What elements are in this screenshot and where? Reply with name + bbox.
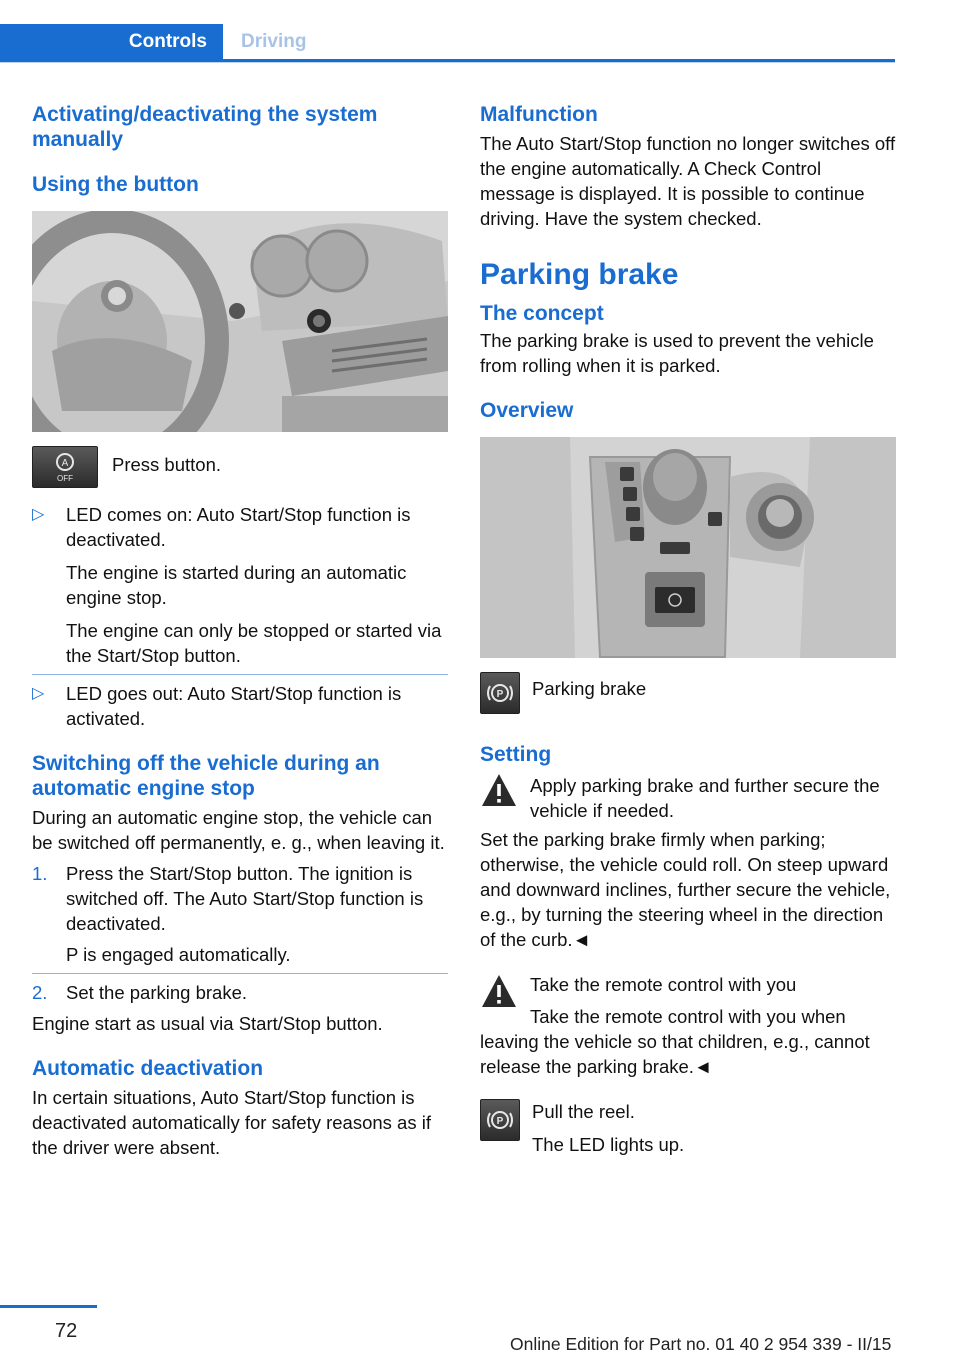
list-item-line: The engine is started during an automatic engine stop. xyxy=(66,562,407,608)
heading-activating: Activating/deactivating the system manually xyxy=(32,103,378,151)
step-line: Press the Start/Stop button. The ignition is switched off. The Auto Start/Stop function is deactivated. xyxy=(66,863,424,934)
heading-setting: Setting xyxy=(480,743,552,766)
chapter-tabs xyxy=(0,0,895,62)
led-lights-text: The LED lights up. xyxy=(532,1134,685,1155)
press-button-text: Press button. xyxy=(112,454,222,475)
list-separator xyxy=(32,674,448,675)
step-item xyxy=(32,980,448,1005)
warning-2-row xyxy=(480,972,896,1029)
switching-off-text: During an automatic engine stop, the vehicle can be switched off permanently, e. g., when leaving it. xyxy=(32,807,445,853)
console-photo xyxy=(480,437,896,658)
left-column xyxy=(32,102,448,1160)
warning-1-title: Apply parking brake and further secure the vehicle if needed. xyxy=(530,775,880,821)
step-number: 2. xyxy=(32,982,48,1003)
svg-text:A: A xyxy=(61,458,69,469)
list-item-line: LED goes out: Auto Start/Stop function is activated. xyxy=(66,683,402,729)
triangle-bullet-icon: ▷ xyxy=(32,685,45,702)
step-number: 1. xyxy=(32,863,48,884)
engine-start-text: Engine start as usual via Start/Stop button. xyxy=(32,1013,383,1034)
heading-parking-brake: Parking brake xyxy=(480,258,679,291)
cockpit-illustration xyxy=(32,211,448,432)
warning-2-title: Take the remote control with you xyxy=(530,974,797,995)
step-line: Set the parking brake. xyxy=(66,982,247,1003)
warning-1-body: Set the parking brake firmly when parking; otherwise, the vehicle could roll. On steep upward and downward inclines, further secure the vehicle, e.g., by turning the steering wheel in the direction of the curb.◄ xyxy=(480,829,891,950)
heading-using-button: Using the button xyxy=(32,173,199,196)
steps-list xyxy=(32,861,448,1005)
pull-reel-text: Pull the reel. xyxy=(532,1101,635,1122)
list-item-line: The engine can only be stopped or started via the Start/Stop button. xyxy=(66,620,442,666)
automatic-deactivation-text: In certain situations, Auto Start/Stop function is deactivated automatically for safety reasons as if the driver were absent. xyxy=(32,1087,431,1158)
auto-start-stop-off-button-icon xyxy=(32,446,98,488)
heading-automatic-deactivation: Automatic deactivation xyxy=(32,1057,264,1080)
warning-2-body-first: Take the remote control with you when xyxy=(530,1006,846,1027)
right-column xyxy=(480,102,896,1157)
tab-driving[interactable]: Driving xyxy=(241,31,307,52)
svg-text:P: P xyxy=(496,689,504,700)
warning-1-row xyxy=(480,771,896,823)
warning-2-body-rest: leaving the vehicle so that children, e.g., cannot release the parking brake.◄ xyxy=(480,1031,870,1077)
warning-triangle-icon xyxy=(480,972,518,1010)
step-line: P is engaged automatically. xyxy=(66,944,291,965)
pull-reel-row xyxy=(480,1099,896,1157)
concept-text: The parking brake is used to prevent the vehicle from rolling when it is parked. xyxy=(480,330,874,376)
edition-text: Online Edition for Part no. 01 40 2 954 339 - II/15 xyxy=(510,1334,892,1354)
malfunction-text: The Auto Start/Stop function no longer switches off the engine automatically. A Check Control message is displayed. It is possible to continue driving. Have the system checked. xyxy=(480,133,896,229)
cockpit-photo xyxy=(32,211,448,432)
tab-controls[interactable]: Controls xyxy=(0,24,223,60)
page-number: 72 xyxy=(55,1320,78,1342)
parking-brake-label: Parking brake xyxy=(532,678,647,699)
center-console-illustration xyxy=(480,437,896,658)
triangle-bullet-icon: ▷ xyxy=(32,506,45,523)
step-item xyxy=(32,861,448,967)
heading-concept: The concept xyxy=(480,302,604,325)
parking-brake-icon xyxy=(480,1099,520,1141)
press-button-row xyxy=(32,446,448,488)
heading-overview: Overview xyxy=(480,399,574,422)
led-list xyxy=(32,502,448,731)
parking-brake-row xyxy=(480,672,896,714)
parking-brake-icon xyxy=(480,672,520,714)
svg-text:P: P xyxy=(496,1116,504,1127)
step-separator xyxy=(32,973,448,974)
off-label: OFF xyxy=(57,474,73,483)
tab-underline-light xyxy=(0,62,895,63)
heading-malfunction: Malfunction xyxy=(480,103,598,126)
warning-triangle-icon xyxy=(480,771,518,809)
list-item xyxy=(32,502,448,668)
list-item-line: LED comes on: Auto Start/Stop function is deactivated. xyxy=(66,504,411,550)
list-item xyxy=(32,681,448,731)
heading-switching-off: Switching off the vehicle during an automatic engine stop xyxy=(32,752,380,800)
footer-rule xyxy=(0,1305,97,1308)
